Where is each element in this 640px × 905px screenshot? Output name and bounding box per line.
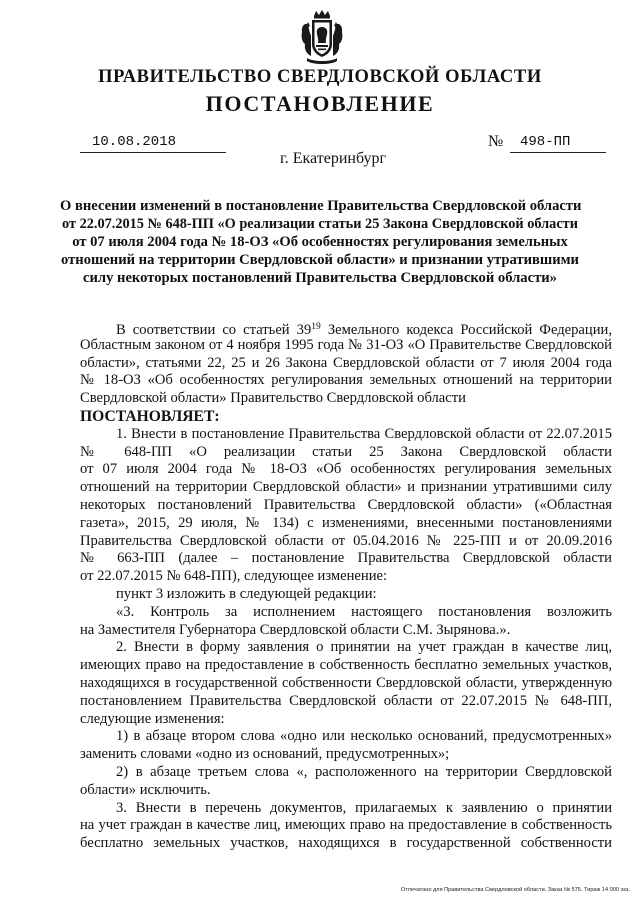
- body-line: отношений на территории Свердловской области» и признании утратившими силу: [80, 479, 612, 496]
- document-subject: [60, 197, 580, 287]
- body-line: имеющих право на предоставление в собственность бесплатно земельных участков,: [80, 657, 612, 674]
- body-line: № 648-ПП «О реализации статьи 25 Закона Свердловской области: [80, 443, 612, 460]
- body-line: области» исключить.: [80, 781, 211, 798]
- body-line: на учет граждан в качестве лиц, имеющих право на предоставление в собственность: [80, 817, 612, 834]
- government-title: ПРАВИТЕЛЬСТВО СВЕРДЛОВСКОЙ ОБЛАСТИ: [98, 67, 542, 87]
- subject-line: от 07 июля 2004 года № 18-ОЗ «Об особенностях регулирования земельных: [72, 234, 568, 250]
- city: г. Екатеринбург: [279, 150, 387, 167]
- body-line: следующие изменения:: [80, 710, 225, 727]
- body-line: [80, 319, 612, 337]
- subject-line: силу некоторых постановлений Правительства Свердловской области»: [83, 270, 557, 286]
- subject-line: отношений на территории Свердловской области» и признании утратившими: [61, 252, 579, 268]
- body-line: 1) в абзаце втором слова «одно или несколько оснований, предусмотренных»: [116, 728, 612, 745]
- body-line: Свердловской области» Правительство Свердловской области: [80, 390, 466, 407]
- body-line: пункт 3 изложить в следующей редакции:: [116, 585, 377, 602]
- body-line: постановлением Правительства Свердловской области от 22.07.2015 № 648-ПП,: [80, 692, 612, 709]
- body-line: области», статьями 22, 25 и 26 Закона Свердловской области от 7 июля 2004 года: [80, 354, 612, 371]
- body-line: на Заместителя Губернатора Свердловской области С.М. Зырянова.».: [80, 621, 511, 638]
- coat-of-arms-icon: [299, 10, 345, 66]
- body-text-segment: В соответствии со статьей 39: [116, 322, 312, 337]
- subject-line: от 22.07.2015 № 648-ПП «О реализации статьи 25 Закона Свердловской области: [62, 216, 578, 232]
- body-line: 1. Внести в постановление Правительства Свердловской области от 22.07.2015: [116, 425, 612, 442]
- body-text-segment: Земельного кодекса Российской Федерации,: [320, 322, 612, 337]
- body-line: от 07 июля 2004 года № 18-ОЗ «Об особенностях регулирования земельных: [80, 461, 612, 478]
- body-line: находящихся в государственной собственности Свердловской области, утвержденную: [80, 674, 612, 691]
- body-line: газета», 2015, 29 июля, № 134) с изменениями, внесенными постановлениями: [80, 514, 612, 531]
- print-note: Отпечатано для Правительства Свердловской области. Заказ № 575. Тираж 14 000 экз.: [400, 887, 630, 893]
- subject-line: О внесении изменений в постановление Правительства Свердловской области: [60, 198, 582, 214]
- body-line: некоторых постановлений Правительства Свердловской области» («Областная: [80, 496, 612, 513]
- body-line: 3. Внести в перечень документов, прилагаемых к заявлению о принятии: [116, 799, 612, 816]
- body-line: «3. Контроль за исполнением настоящего постановления возложить: [116, 603, 612, 620]
- body-line: № 18-ОЗ «Об особенностях регулирования земельных отношений на территории: [80, 372, 612, 389]
- document-body: [80, 319, 612, 853]
- body-line: от 22.07.2015 № 648-ПП), следующее изменение:: [80, 568, 388, 585]
- body-line: № 663-ПП (далее – постановление Правительства Свердловской области: [80, 550, 612, 567]
- body-line: Правительства Свердловской области от 05.04.2016 № 225-ПП и от 20.09.2016: [80, 532, 612, 549]
- body-line: Областным законом от 4 ноября 1995 года № 31-ОЗ «О Правительстве Свердловской: [80, 336, 612, 353]
- article-superscript: 19: [311, 322, 321, 332]
- resolves-heading: ПОСТАНОВЛЯЕТ:: [80, 407, 220, 425]
- number-sign: №: [488, 133, 504, 150]
- body-line: заменить словами «одно из оснований, предусмотренных»;: [80, 746, 450, 763]
- body-line: 2) в абзаце третьем слова «, расположенного на территории Свердловской: [116, 763, 612, 780]
- document-number: 498-ПП: [520, 134, 571, 150]
- body-line: бесплатно земельных участков, находящихся в государственной собственности: [80, 835, 612, 852]
- document-type: ПОСТАНОВЛЕНИЕ: [205, 91, 435, 116]
- body-line: 2. Внести в форму заявления о принятии на учет граждан в качестве лиц,: [116, 639, 612, 656]
- document-date: 10.08.2018: [92, 134, 177, 150]
